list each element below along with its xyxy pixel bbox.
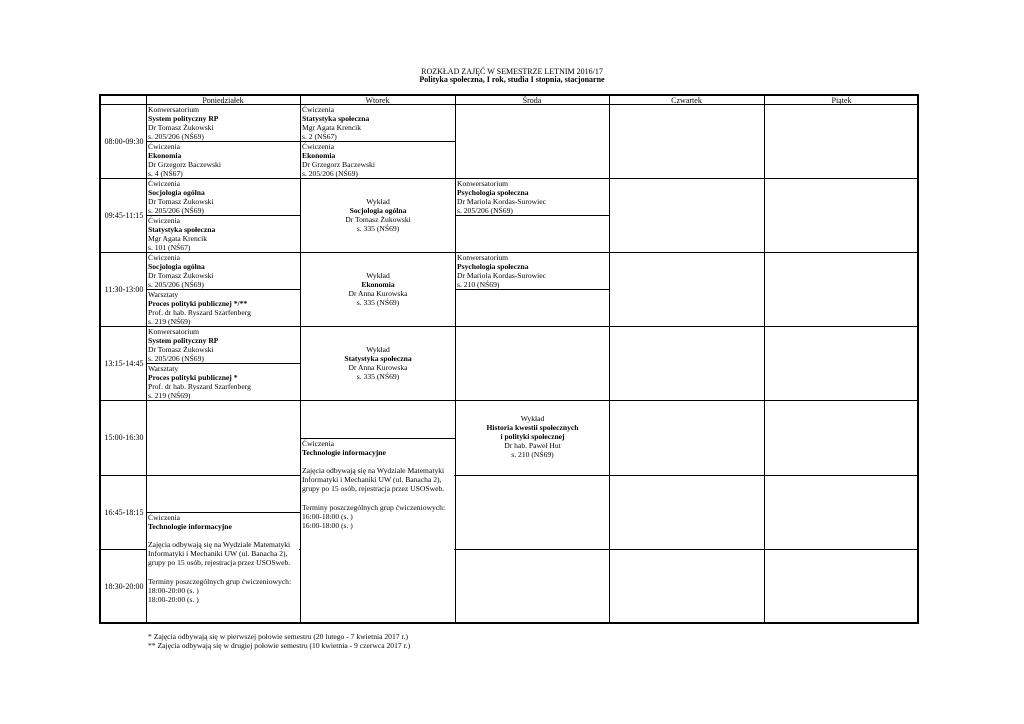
class-entry-monday: Warsztaty Proces polityki publicznej * Prof. dr hab. Ryszard Szarfenberg s. 219 (NŚ69) — [148, 364, 251, 401]
footnote: ** Zajęcia odbywają się w drugiej połowie semestru (10 kwietnia - 9 czerwca 2017 r.) — [148, 641, 411, 650]
class-entry-tuesday: Wykład Ekonomia Dr Anna Kurowska s. 335 (NŚ69) — [348, 271, 408, 308]
class-entry-wednesday: Konwersatorium Psychologia społeczna Dr Mariola Kordas-Surowiec s. 205/206 (NŚ69) — [457, 179, 546, 216]
class-entry-monday: Ćwiczenia Ekonomia Dr Grzegorz Baczewski s. 4 (NŚ67) — [148, 142, 221, 179]
time-slot: 09:45-11:15 — [104, 211, 144, 220]
time-slot: 15:00-16:30 — [104, 433, 144, 442]
grid-line — [455, 96, 456, 622]
time-slot: 18:30-20:00 — [104, 582, 144, 591]
day-header-friday: Piątek — [831, 96, 852, 105]
class-entry-tuesday: Wykład Socjologia ogólna Dr Tomasz Żukowski s. 335 (NŚ69) — [345, 197, 411, 234]
time-slot: 13:15-14:45 — [104, 359, 144, 368]
class-entry-tuesday: Ćwiczenia Statystyka społeczna Mgr Agata Krencik s. 2 (NŚ67) — [302, 105, 370, 142]
day-header-tuesday: Wtorek — [365, 96, 390, 105]
schedule-title: ROZKŁAD ZAJĘĆ W SEMESTRZE LETNIM 2016/17 — [421, 67, 603, 76]
time-slot: 08:00-09:30 — [104, 137, 144, 146]
class-entry-monday: Warsztaty Proces polityki publicznej */** Prof. dr hab. Ryszard Szarfenberg s. 219 (NŚ69) — [148, 290, 251, 327]
class-entry-monday: Konwersatorium System polityczny RP Dr Tomasz Żukowski s. 205/206 (NŚ69) — [148, 327, 219, 364]
class-entry-tuesday: Ćwiczenia Technologie informacyjne Zajęcia odbywają się na Wydziale Matematyki Informatyki i Mechaniki UW (ul. Banacha 2), grupy po 15 osób, rejestracja przez USOSweb. Terminy poszczególnych grup ćwiczeniowych: 16:00-18:00 (s. ) 16:00-18:00 (s. ) — [302, 439, 446, 530]
class-entry-monday: Ćwiczenia Statystyka społeczna Mgr Agata Krencik s. 101 (NŚ67) — [148, 216, 216, 253]
day-header-thursday: Czwartek — [671, 96, 702, 105]
class-entry-monday: Ćwiczenia Technologie informacyjne Zajęcia odbywają się na Wydziale Matematyki Informatyki i Mechaniki UW (ul. Banacha 2), grupy po 15 osób, rejestracja przez USOSweb. Terminy poszczególnych grup ćwiczeniowych: 18:00-20:00 (s. ) 18:00-20:00 (s. ) — [148, 513, 292, 604]
time-slot: 16:45-18:15 — [104, 508, 144, 517]
class-entry-tuesday: Wykład Statystyka społeczna Dr Anna Kurowska s. 335 (NŚ69) — [344, 345, 412, 382]
grid-line — [609, 96, 610, 622]
class-entry-wednesday: Konwersatorium Psychologia społeczna Dr Mariola Kordas-Surowiec s. 210 (NŚ69) — [457, 253, 546, 290]
schedule-table — [99, 94, 919, 624]
merge-mask — [301, 547, 454, 552]
time-slot: 11:30-13:00 — [104, 285, 144, 294]
class-entry-wednesday: Wykład Historia kwestii społecznych i polityki społecznej Dr hab. Paweł Hut s. 210 (NŚ69) — [486, 414, 579, 460]
class-entry-monday: Ćwiczenia Socjologia ogólna Dr Tomasz Żukowski s. 205/206 (NŚ69) — [148, 179, 214, 216]
footnote: * Zajęcia odbywają się w pierwszej połowie semestru (20 lutego - 7 kwietnia 2017 r.) — [148, 632, 409, 641]
row-line — [101, 475, 917, 476]
schedule-subtitle: Polityka społeczna, I rok, studia I stopnia, stacjonarne — [419, 75, 605, 84]
class-entry-tuesday: Ćwiczenia Ekonomia Dr Grzegorz Baczewski s. 205/206 (NŚ69) — [302, 142, 375, 179]
class-entry-monday: Ćwiczenia Socjologia ogólna Dr Tomasz Żukowski s. 205/206 (NŚ69) — [148, 253, 214, 290]
day-header-monday: Poniedziałek — [202, 96, 244, 105]
class-entry-monday: Konwersatorium System polityczny RP Dr Tomasz Żukowski s. 205/206 (NŚ69) — [148, 105, 219, 142]
day-header-wednesday: Środa — [522, 96, 542, 105]
grid-line — [764, 96, 765, 622]
